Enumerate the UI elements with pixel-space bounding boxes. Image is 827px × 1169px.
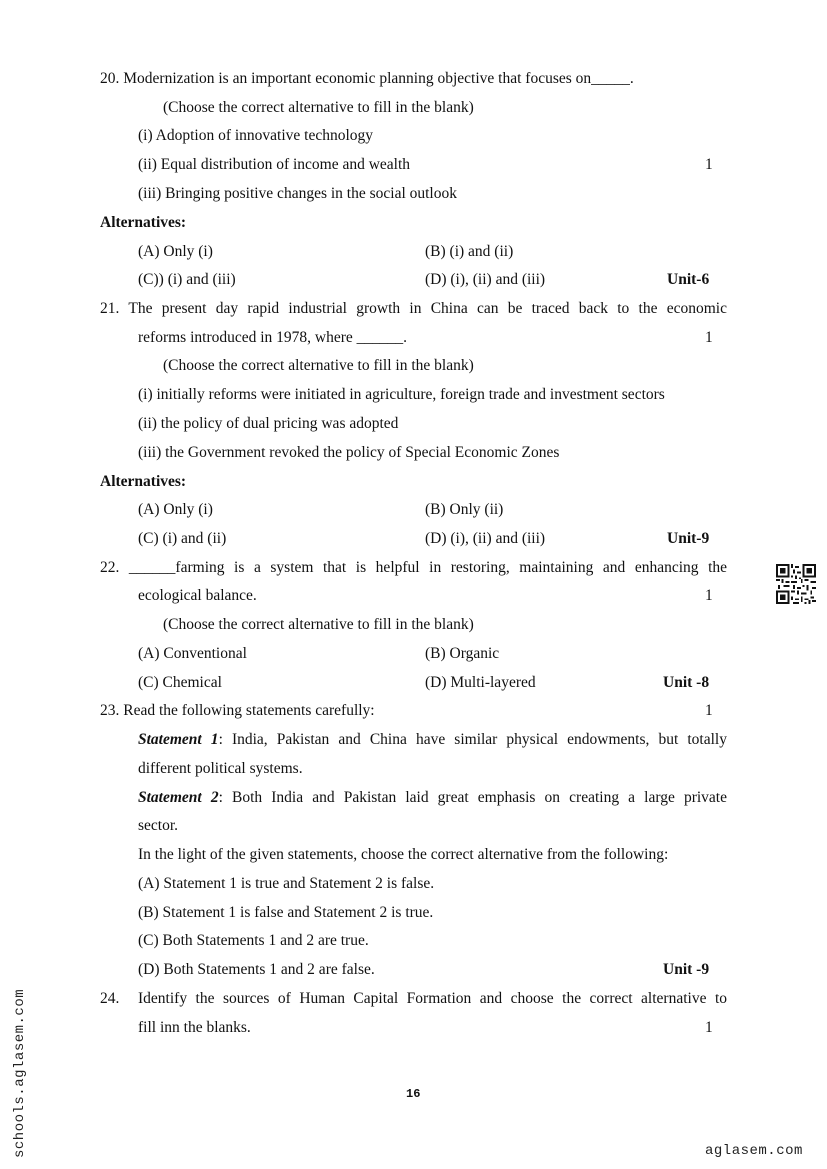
q23-prompt: In the light of the given statements, choose the correct alternative from the following: (138, 846, 669, 863)
q21-alternatives-heading: Alternatives: (100, 473, 187, 490)
q20-option-d: (D) (i), (ii) and (iii) (425, 271, 546, 288)
q20-option-b: (B) (i) and (ii) (425, 243, 514, 260)
q23-statement2-label: Statement 2 (138, 789, 219, 806)
q21-marks: 1 (705, 329, 713, 346)
q23-option-d: (D) Both Statements 1 and 2 are false. (138, 961, 375, 978)
q20-option-a: (A) Only (i) (138, 243, 213, 260)
q21-stem-line2: reforms introduced in 1978, where ______. (138, 329, 408, 346)
q22-stem-line1: 22. ______farming is a system that is helpful in restoring, maintaining and enhancing the (100, 559, 727, 576)
q24-number: 24. (100, 990, 120, 1007)
q21-instruction: (Choose the correct alternative to fill in the blank) (163, 357, 474, 374)
page-number: 16 (406, 1087, 421, 1101)
q22-stem-line2: ecological balance. (138, 587, 257, 604)
q23-statement1-text: : India, Pakistan and China have similar physical endowments, but totally (218, 731, 727, 748)
q23-statement2-text: : Both India and Pakistan laid great emphasis on creating a large private (218, 789, 727, 806)
q23-option-a: (A) Statement 1 is true and Statement 2 is false. (138, 875, 435, 892)
q21-option-a: (A) Only (i) (138, 501, 213, 518)
q20-stem: 20. Modernization is an important economic planning objective that focuses on_____. (100, 70, 634, 87)
q23-option-c: (C) Both Statements 1 and 2 are true. (138, 932, 369, 949)
side-watermark: schools.aglasem.com (12, 988, 28, 1158)
q23-statement2-line2: sector. (138, 817, 179, 834)
q20-option-c: (C)) (i) and (iii) (138, 271, 236, 288)
q21-item-3: (iii) the Government revoked the policy of Special Economic Zones (138, 444, 560, 461)
q22-option-b: (B) Organic (425, 645, 500, 662)
q22-option-c: (C) Chemical (138, 674, 222, 691)
q23-statement2-line1 (138, 789, 727, 807)
q24-stem-line2: fill inn the blanks. (138, 1019, 251, 1036)
q20-unit: Unit-6 (667, 271, 710, 288)
q21-stem-line1: 21. The present day rapid industrial growth in China can be traced back to the economic (100, 300, 727, 317)
q23-unit: Unit -9 (663, 961, 710, 978)
q24-marks: 1 (705, 1019, 713, 1036)
q21-item-2: (ii) the policy of dual pricing was adopted (138, 415, 399, 432)
q20-instruction: (Choose the correct alternative to fill in the blank) (163, 99, 474, 116)
q21-option-b: (B) Only (ii) (425, 501, 504, 518)
q23-marks: 1 (705, 702, 713, 719)
q23-statement1-label: Statement 1 (138, 731, 219, 748)
q22-option-d: (D) Multi-layered (425, 674, 536, 691)
q21-item-1: (i) initially reforms were initiated in agriculture, foreign trade and investment sectors (138, 386, 665, 403)
qr-code-icon (776, 564, 816, 604)
q22-option-a: (A) Conventional (138, 645, 247, 662)
q23-option-b: (B) Statement 1 is false and Statement 2 is true. (138, 904, 434, 921)
q23-stem: 23. Read the following statements carefully: (100, 702, 375, 719)
q20-item-2: (ii) Equal distribution of income and wealth (138, 156, 411, 173)
q21-option-d: (D) (i), (ii) and (iii) (425, 530, 546, 547)
q20-alternatives-heading: Alternatives: (100, 214, 187, 231)
q22-marks: 1 (705, 587, 713, 604)
q22-unit: Unit -8 (663, 674, 710, 691)
q21-option-c: (C) (i) and (ii) (138, 530, 227, 547)
footer-watermark: aglasem.com (705, 1143, 803, 1159)
q23-statement1-line1 (138, 731, 727, 749)
q20-item-3: (iii) Bringing positive changes in the social outlook (138, 185, 457, 202)
q22-instruction: (Choose the correct alternative to fill in the blank) (163, 616, 474, 633)
q23-statement1-line2: different political systems. (138, 760, 303, 777)
q20-item-1: (i) Adoption of innovative technology (138, 127, 374, 144)
q21-unit: Unit-9 (667, 530, 710, 547)
q24-stem-line1: Identify the sources of Human Capital Formation and choose the correct alternative to (138, 990, 727, 1007)
q20-marks: 1 (705, 156, 713, 173)
